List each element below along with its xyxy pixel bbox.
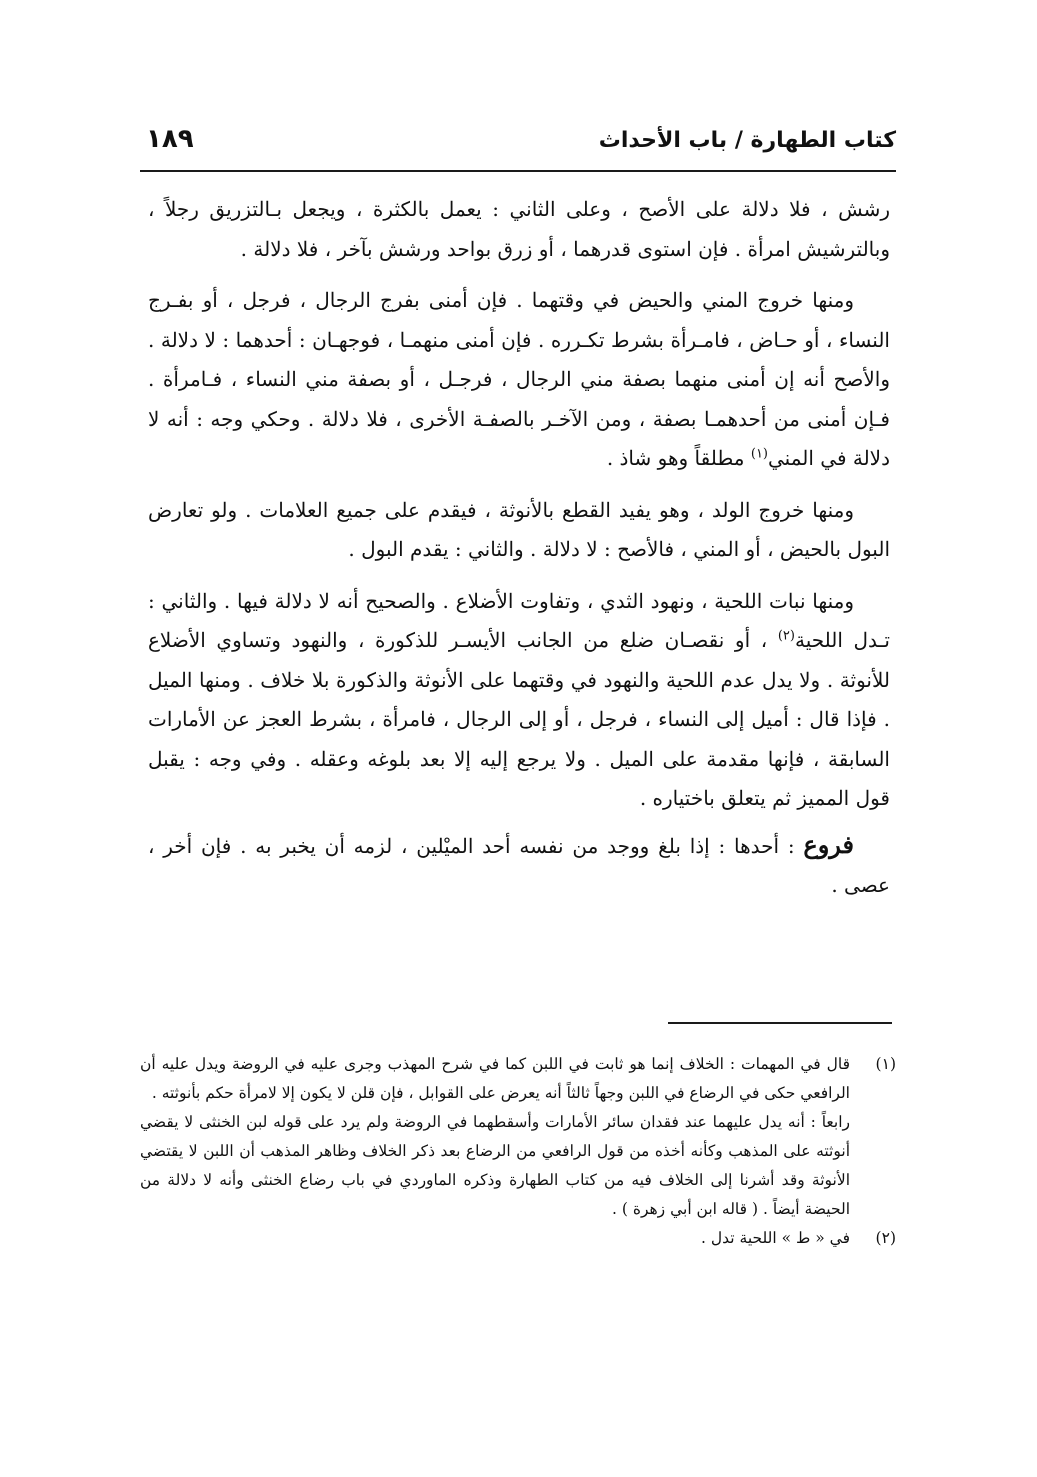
paragraph-4 <box>148 582 890 819</box>
paragraph-2 <box>148 281 890 479</box>
running-header <box>140 124 896 164</box>
paragraph-text: ومنها خروج المني والحيض في وقتهما . فإن أمنى بفرج الرجال ، فرجل ، أو بفـرج النساء ، أو حـاض ، فامـرأة بشرط تكـرره . فإن أمنى منهمـا ، فوجهـان : أحدهما : لا دلالة . والأصح أنه إن أمنى منهما بصفة مني الرجال ، فرجـل ، أو بصفة مني النساء ، فـامرأة . فـإن أمنى من أحدهمـا بصفة ، ومن الآخـر بالصفـة الأخرى ، فلا دلالة . وحكي وجه : أنه لا دلالة في المني <box>148 288 890 470</box>
paragraph-text: ومنها خروج الولد ، وهو يفيد القطع بالأنوثة ، فيقدم على جميع العلامات . ولو تعارض البول بالحيض ، أو المني ، فالأصح : لا دلالة . والثاني : يقدم البول . <box>148 497 890 561</box>
header-rule <box>140 170 896 172</box>
footnote-rule <box>668 1022 892 1024</box>
main-text <box>148 190 890 918</box>
footnote-number: (١) <box>875 1055 896 1073</box>
footnotes <box>140 1050 896 1253</box>
footnote-ref-2: (٢) <box>777 628 795 644</box>
footnote-text: قال في المهمات : الخلاف إنما هو ثابت في اللبن كما في شرح المهذب وجرى عليه في الروضة ويدل عليه أن الرافعي حكى في الرضاع في اللبن وجهاً ثالثاً أنه يعرض على القوابل ، فإن قلن لا يكون إلا لامرأة حكم بأنوثته . <box>140 1055 850 1102</box>
paragraph-text: : أحدها : إذا بلغ ووجد من نفسه أحد الميْلين ، لزمه أن يخبر به . فإن أخر ، عصى . <box>148 833 890 897</box>
footnote-text: رابعاً : أنه يدل عليهما عند فقدان سائر الأمارات وأسقطهما في الروضة ولم يرد على قوله لبن الخنثى لا يقضي أنوثته على المذهب وكأنه أخذه من قول الرافعي من الرضاع بعد ذكر الخلاف وظاهر المذهب أن اللبن لا يقتضي الأنوثة وقد أشرنا إلى الخلاف فيه من كتاب الطهارة وذكره الماوردي في باب رضاع الخنثى وأنه لا دلالة من الحيضة أيضاً . ( قاله ابن أبي زهرة ) . <box>140 1113 850 1218</box>
paragraph-1 <box>148 190 890 269</box>
paragraph-text: ، أو نقصـان ضلع من الجانب الأيسـر للذكورة ، والنهود وتساوي الأضلاع للأنوثة . ولا يدل عدم اللحية والنهود في وقتهما على الأنوثة والذكورة بلا خلاف . ومنها الميل . فإذا قال : أميل إلى النساء ، فرجل ، أو إلى الرجال ، فامرأة ، بشرط العجز عن الأمارات السابقة ، فإنها مقدمة على الميل . ولا يرجع إليه إلا بعد بلوغه وعقله . وفي وجه : يقبل قول المميز ثم يتعلق باختياره . <box>148 628 890 810</box>
paragraph-5 <box>148 825 890 906</box>
paragraph-text: رشش ، فلا دلالة على الأصح ، وعلى الثاني : يعمل بالكثرة ، ويجعل بـالتزريق رجلاً ، وبالترشيش امرأة . فإن استوى قدرهما ، أو زرق بواحد ورشش بآخر ، فلا دلالة . <box>148 197 890 261</box>
footnote-text: في « ط » اللحية تدل . <box>701 1229 850 1247</box>
chapter-title: كتاب الطهارة / باب الأحداث <box>598 128 896 153</box>
page-number: ١٨٩ <box>146 124 194 154</box>
footnote-2 <box>140 1224 896 1253</box>
footnote-number: (٢) <box>875 1229 896 1247</box>
paragraph-text: مطلقاً وهو شاذ . <box>606 446 751 470</box>
footnote-1 <box>140 1050 896 1224</box>
section-lead-word: فروع <box>803 829 855 859</box>
footnote-ref-1: (١) <box>750 446 768 462</box>
paragraph-text: ومنها نبات اللحية ، ونهود الثدي ، وتفاوت الأضلاع . والصحيح أنه لا دلالة فيها . والثاني : تـدل اللحية <box>148 588 890 652</box>
paragraph-3 <box>148 491 890 570</box>
